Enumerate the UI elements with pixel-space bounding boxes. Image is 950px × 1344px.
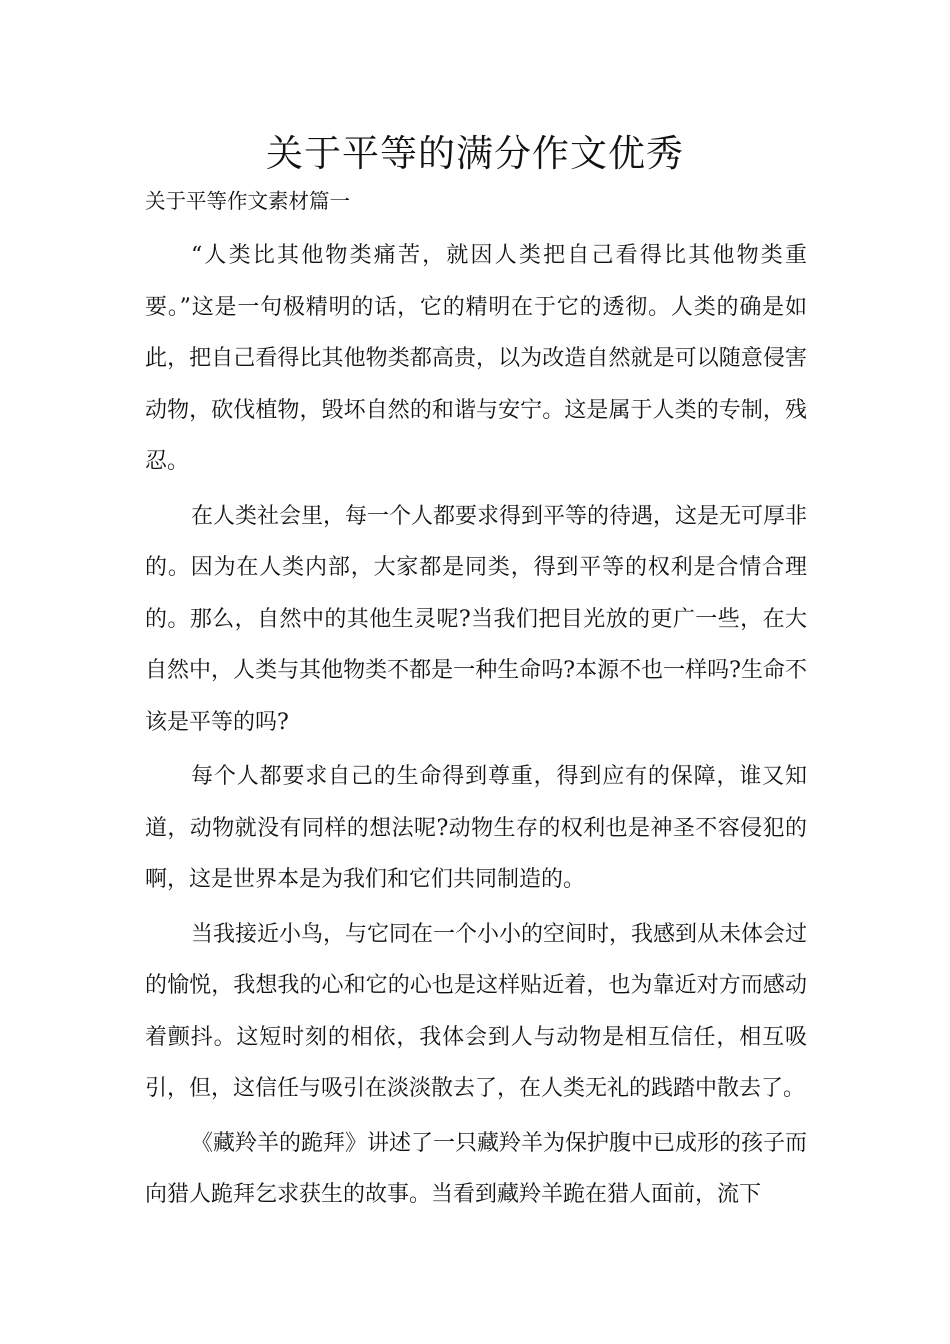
document-body	[145, 230, 807, 1224]
paragraph-3: 每个人都要求自己的生命得到尊重，得到应有的保障，谁又知道，动物就没有同样的想法呢?动物生存的权利也是神圣不容侵犯的啊，这是世界本是为我们和它们共同制造的。	[145, 764, 807, 892]
paragraph-4: 当我接近小鸟，与它同在一个小小的空间时，我感到从未体会过的愉悦，我想我的心和它的心也是这样贴近着，也为靠近对方而感动着颤抖。这短时刻的相依，我体会到人与动物是相互信任，相互吸引，但，这信任与吸引在淡淡散去了，在人类无礼的践踏中散去了。	[145, 921, 808, 1101]
paragraph-2: 在人类社会里，每一个人都要求得到平等的待遇，这是无可厚非的。因为在人类内部，大家都是同类，得到平等的权利是合情合理的。那么，自然中的其他生灵呢?当我们把目光放的更广一些，在大自然中，人类与其他物类不都是一种生命吗?本源不也一样吗?生命不该是平等的吗?	[145, 503, 808, 735]
paragraph-5: 《藏羚羊的跪拜》讲述了一只藏羚羊为保护腹中已成形的孩子而向猎人跪拜乞求获生的故事。当看到藏羚羊跪在猎人面前，流下	[145, 1130, 808, 1207]
paragraph-1: “人类比其他物类痛苦，就因人类把自己看得比其他物类重要。”这是一句极精明的话，它的精明在于它的透彻。人类的确是如此，把自己看得比其他物类都高贵，以为改造自然就是可以随意侵害动物，砍伐植物，毁坏自然的和谐与安宁。这是属于人类的专制，残忍。	[145, 243, 807, 474]
section-heading: 关于平等作文素材篇一	[145, 189, 350, 213]
document-title: 关于平等的满分作文优秀	[266, 132, 684, 175]
